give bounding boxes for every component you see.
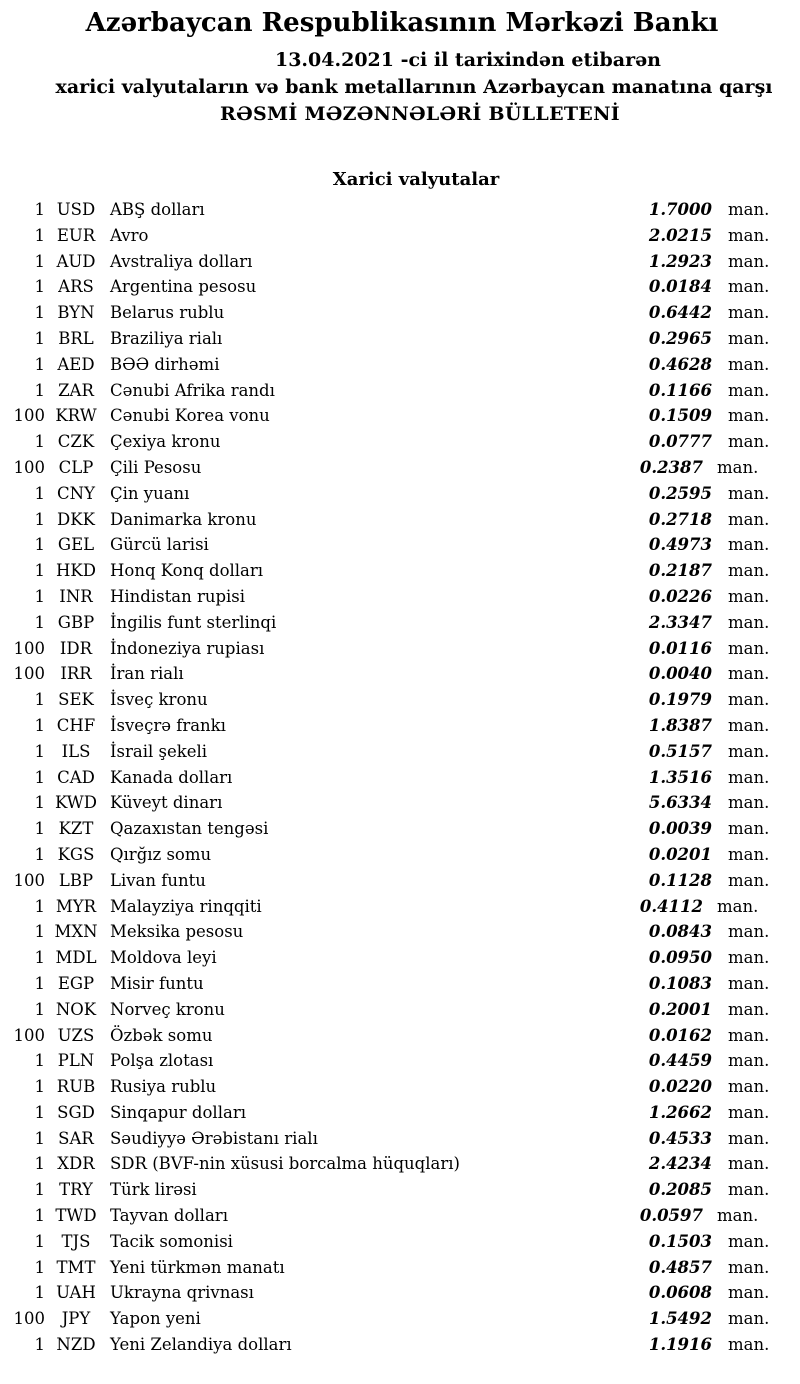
table-row — [0, 352, 800, 378]
table-row — [0, 429, 800, 455]
quantity: 1 — [34, 973, 45, 993]
exchange-rates-table — [0, 197, 800, 1358]
unit-label: man. — [728, 509, 770, 529]
currency-code: UAH — [56, 1283, 96, 1303]
unit-label: man. — [728, 354, 770, 374]
quantity: 1 — [34, 793, 45, 813]
currency-code: CAD — [57, 767, 95, 787]
unit-label: man. — [717, 896, 759, 916]
exchange-rate: 0.1083 — [648, 973, 712, 993]
currency-code: TMT — [56, 1257, 96, 1277]
quantity: 1 — [34, 303, 45, 323]
currency-code: GEL — [57, 535, 95, 555]
quantity: 1 — [34, 277, 45, 297]
currency-name: Tacik somonisi — [110, 1231, 233, 1251]
unit-label: man. — [728, 1128, 770, 1148]
table-row — [0, 274, 800, 300]
unit-label: man. — [728, 432, 770, 452]
table-row — [0, 790, 800, 816]
quantity: 100 — [13, 1309, 45, 1329]
unit-label: man. — [728, 380, 770, 400]
unit-label: man. — [728, 1180, 770, 1200]
quantity: 100 — [13, 638, 45, 658]
currency-code: SEK — [58, 690, 94, 710]
currency-code: TJS — [61, 1231, 91, 1251]
currency-name: Argentina pesosu — [110, 277, 257, 297]
exchange-rate: 0.1509 — [648, 406, 712, 426]
exchange-rate: 0.0608 — [648, 1283, 712, 1303]
exchange-rate: 0.0039 — [648, 819, 712, 839]
exchange-rate: 0.4628 — [648, 354, 712, 374]
currency-name: Malayziya rinqqiti — [110, 896, 262, 916]
table-row — [0, 532, 800, 558]
table-row — [0, 507, 800, 533]
unit-label: man. — [728, 948, 770, 968]
unit-label: man. — [728, 870, 770, 890]
exchange-rate: 0.1503 — [648, 1231, 712, 1251]
table-row — [0, 1023, 800, 1049]
exchange-rate: 0.6442 — [648, 303, 712, 323]
exchange-rate: 1.3516 — [648, 767, 712, 787]
table-row — [0, 919, 800, 945]
unit-label: man. — [728, 819, 770, 839]
quantity: 1 — [34, 432, 45, 452]
currency-name: İsveç kronu — [110, 690, 208, 710]
currency-code: HKD — [56, 561, 96, 581]
unit-label: man. — [728, 999, 770, 1019]
currency-name: Ukrayna qrivnası — [110, 1283, 254, 1303]
unit-label: man. — [728, 586, 770, 606]
unit-label: man. — [728, 973, 770, 993]
currency-code: KWD — [55, 793, 97, 813]
quantity: 1 — [34, 561, 45, 581]
quantity: 1 — [34, 483, 45, 503]
exchange-rate: 0.2387 — [639, 457, 703, 477]
unit-label: man. — [728, 1051, 770, 1071]
currency-code: SAR — [58, 1128, 94, 1148]
currency-code: LBP — [58, 870, 94, 890]
exchange-rate: 0.0843 — [648, 922, 712, 942]
quantity: 1 — [34, 922, 45, 942]
currency-name: Hindistan rupisi — [110, 586, 246, 606]
unit-label: man. — [728, 1077, 770, 1097]
table-row — [0, 1048, 800, 1074]
currency-code: USD — [56, 200, 96, 219]
table-row — [0, 300, 800, 326]
table-row — [0, 894, 800, 920]
currency-code: EGP — [57, 973, 95, 993]
quantity: 1 — [34, 354, 45, 374]
quantity: 1 — [34, 509, 45, 529]
table-row — [0, 558, 800, 584]
exchange-rate: 0.1166 — [648, 380, 712, 400]
quantity: 1 — [34, 1231, 45, 1251]
quantity: 1 — [34, 535, 45, 555]
currency-name: Çili Pesosu — [110, 457, 202, 477]
currency-code: TRY — [59, 1180, 93, 1200]
currency-name: Avstraliya dolları — [110, 251, 253, 271]
currency-name: Misir funtu — [110, 973, 204, 993]
bulletin-title: RƏSMİ MƏZƏNNƏLƏRİ BÜLLETENİ — [220, 103, 620, 125]
table-row — [0, 1229, 800, 1255]
table-row — [0, 1100, 800, 1126]
currency-name: Honq Konq dolları — [110, 561, 264, 581]
exchange-rate: 0.2595 — [648, 483, 712, 503]
table-row — [0, 713, 800, 739]
exchange-rate: 0.4857 — [648, 1257, 712, 1277]
currency-code: KRW — [55, 406, 97, 426]
currency-code: RUB — [56, 1077, 96, 1097]
quantity: 1 — [34, 1077, 45, 1097]
exchange-rate: 0.2718 — [648, 509, 712, 529]
quantity: 100 — [13, 457, 45, 477]
table-row — [0, 842, 800, 868]
unit-label: man. — [728, 328, 770, 348]
quantity: 1 — [34, 380, 45, 400]
currency-name: İsrail şekeli — [110, 741, 208, 761]
currency-code: ARS — [58, 277, 94, 297]
currency-name: Gürcü larisi — [110, 535, 209, 555]
table-row — [0, 868, 800, 894]
exchange-rate: 0.0777 — [648, 432, 712, 452]
currency-name: Özbək somu — [110, 1025, 213, 1045]
table-row — [0, 661, 800, 687]
exchange-rate: 0.4973 — [648, 535, 712, 555]
unit-label: man. — [728, 1154, 770, 1174]
unit-label: man. — [728, 1257, 770, 1277]
table-row — [0, 816, 800, 842]
quantity: 1 — [34, 741, 45, 761]
section-title-foreign-currencies: Xarici valyutalar — [332, 169, 500, 190]
exchange-rate: 2.0215 — [648, 225, 712, 245]
currency-code: KGS — [57, 844, 95, 864]
exchange-rate: 0.0201 — [648, 844, 712, 864]
quantity: 1 — [34, 1102, 45, 1122]
currency-name: Livan funtu — [110, 870, 206, 890]
table-row — [0, 765, 800, 791]
unit-label: man. — [728, 483, 770, 503]
unit-label: man. — [728, 1102, 770, 1122]
currency-code: MDL — [55, 948, 97, 968]
currency-name: Çexiya kronu — [110, 432, 221, 452]
table-row — [0, 1332, 800, 1358]
exchange-rate: 1.1916 — [648, 1335, 712, 1355]
table-row — [0, 584, 800, 610]
currency-code: NOK — [55, 999, 97, 1019]
quantity: 1 — [34, 948, 45, 968]
quantity: 1 — [34, 586, 45, 606]
currency-code: CLP — [58, 457, 94, 477]
currency-name: İngilis funt sterlinqi — [110, 612, 277, 632]
quantity: 1 — [34, 200, 45, 219]
quantity: 1 — [34, 1257, 45, 1277]
table-row — [0, 326, 800, 352]
exchange-rate: 5.6334 — [648, 793, 712, 813]
unit-label: man. — [717, 457, 759, 477]
exchange-rate: 1.8387 — [648, 715, 712, 735]
table-row — [0, 1306, 800, 1332]
quantity: 1 — [34, 999, 45, 1019]
bank-title: Azərbaycan Respublikasının Mərkəzi Bankı — [85, 8, 719, 38]
currency-code: IRR — [60, 664, 92, 684]
currency-name: Cənubi Afrika randı — [110, 380, 275, 400]
currency-name: Qırğız somu — [110, 844, 212, 864]
exchange-rate: 1.5492 — [648, 1309, 712, 1329]
table-row — [0, 481, 800, 507]
currency-name: Norveç kronu — [110, 999, 225, 1019]
unit-label: man. — [728, 664, 770, 684]
currency-code: MYR — [55, 896, 97, 916]
exchange-rate: 0.5157 — [648, 741, 712, 761]
currency-name: BƏƏ dirhəmi — [110, 354, 220, 374]
unit-label: man. — [728, 638, 770, 658]
currency-name: İndoneziya rupiası — [110, 638, 265, 658]
unit-label: man. — [728, 1283, 770, 1303]
table-row — [0, 610, 800, 636]
table-row — [0, 636, 800, 662]
currency-code: NZD — [56, 1335, 96, 1355]
currency-code: UZS — [57, 1025, 95, 1045]
currency-code: CNY — [57, 483, 95, 503]
unit-label: man. — [728, 612, 770, 632]
unit-label: man. — [728, 277, 770, 297]
quantity: 1 — [34, 1128, 45, 1148]
unit-label: man. — [728, 1335, 770, 1355]
quantity: 1 — [34, 251, 45, 271]
unit-label: man. — [728, 793, 770, 813]
unit-label: man. — [728, 767, 770, 787]
table-row — [0, 1203, 800, 1229]
unit-label: man. — [728, 715, 770, 735]
unit-label: man. — [728, 690, 770, 710]
currency-name: Tayvan dolları — [110, 1206, 228, 1226]
scope-line: xarici valyutaların və bank metallarının Azərbaycan manatına qarşı — [55, 76, 773, 98]
currency-code: MXN — [54, 922, 98, 942]
quantity: 1 — [34, 612, 45, 632]
unit-label: man. — [728, 200, 770, 219]
currency-name: İran rialı — [110, 664, 184, 684]
table-row — [0, 971, 800, 997]
exchange-rate: 0.4533 — [648, 1128, 712, 1148]
table-row — [0, 739, 800, 765]
currency-code: JPY — [61, 1309, 91, 1329]
unit-label: man. — [728, 406, 770, 426]
currency-code: ZAR — [58, 380, 94, 400]
exchange-rate: 0.0226 — [648, 586, 712, 606]
exchange-rate: 1.2662 — [648, 1102, 712, 1122]
currency-name: Braziliya rialı — [110, 328, 223, 348]
effective-date-line: 13.04.2021 -ci il tarixindən etibarən — [274, 49, 661, 71]
currency-name: Cənubi Korea vonu — [110, 406, 270, 426]
exchange-rate: 2.4234 — [648, 1154, 712, 1174]
currency-code: ILS — [61, 741, 91, 761]
quantity: 1 — [34, 690, 45, 710]
exchange-rate: 0.0220 — [648, 1077, 712, 1097]
currency-code: AUD — [56, 251, 96, 271]
table-row — [0, 687, 800, 713]
unit-label: man. — [728, 1025, 770, 1045]
exchange-rate: 0.0950 — [648, 948, 712, 968]
exchange-rate: 0.0116 — [648, 638, 712, 658]
currency-name: Moldova leyi — [110, 948, 217, 968]
exchange-rate: 0.2001 — [648, 999, 712, 1019]
table-row — [0, 378, 800, 404]
currency-name: Yeni türkmən manatı — [110, 1257, 285, 1277]
table-row — [0, 223, 800, 249]
currency-name: Kanada dolları — [110, 767, 233, 787]
currency-code: CHF — [56, 715, 96, 735]
table-row — [0, 1151, 800, 1177]
currency-name: Çin yuanı — [110, 483, 190, 503]
exchange-rate: 0.2965 — [648, 328, 712, 348]
exchange-rate: 1.2923 — [648, 251, 712, 271]
currency-name: Türk lirəsi — [110, 1180, 197, 1200]
currency-name: Belarus rublu — [110, 303, 225, 323]
exchange-rate: 0.4459 — [648, 1051, 712, 1071]
table-row — [0, 945, 800, 971]
currency-name: Səudiyyə Ərəbistanı rialı — [110, 1128, 318, 1148]
table-row — [0, 403, 800, 429]
currency-name: Meksika pesosu — [110, 922, 244, 942]
currency-name: Rusiya rublu — [110, 1077, 217, 1097]
quantity: 1 — [34, 819, 45, 839]
quantity: 1 — [34, 844, 45, 864]
table-row — [0, 997, 800, 1023]
table-row — [0, 1126, 800, 1152]
currency-name: Küveyt dinarı — [110, 793, 223, 813]
currency-code: AED — [57, 354, 95, 374]
table-row — [0, 249, 800, 275]
exchange-rate: 2.3347 — [648, 612, 712, 632]
quantity: 1 — [34, 1051, 45, 1071]
currency-code: GBP — [57, 612, 95, 632]
exchange-rate: 0.4112 — [639, 896, 703, 916]
currency-code: EUR — [56, 225, 96, 245]
table-row — [0, 197, 800, 223]
currency-name: İsveçrə frankı — [110, 715, 226, 735]
unit-label: man. — [728, 741, 770, 761]
unit-label: man. — [728, 225, 770, 245]
currency-name: Danimarka kronu — [110, 509, 257, 529]
quantity: 100 — [13, 406, 45, 426]
table-row — [0, 1255, 800, 1281]
unit-label: man. — [717, 1206, 759, 1226]
exchange-rate: 0.0040 — [648, 664, 712, 684]
currency-name: Yapon yeni — [110, 1309, 201, 1329]
exchange-rate: 0.0184 — [648, 277, 712, 297]
currency-code: BYN — [57, 303, 95, 323]
quantity: 1 — [34, 715, 45, 735]
currency-name: Qazaxıstan tengəsi — [110, 819, 269, 839]
unit-label: man. — [728, 844, 770, 864]
table-row — [0, 455, 800, 481]
currency-name: Sinqapur dolları — [110, 1102, 246, 1122]
currency-code: DKK — [57, 509, 95, 529]
quantity: 1 — [34, 1335, 45, 1355]
currency-code: XDR — [57, 1154, 95, 1174]
unit-label: man. — [728, 1309, 770, 1329]
table-row — [0, 1074, 800, 1100]
quantity: 1 — [34, 1206, 45, 1226]
currency-code: SGD — [57, 1102, 95, 1122]
currency-code: PLN — [57, 1051, 95, 1071]
quantity: 1 — [34, 1283, 45, 1303]
table-row — [0, 1280, 800, 1306]
unit-label: man. — [728, 561, 770, 581]
quantity: 1 — [34, 1180, 45, 1200]
currency-name: Polşa zlotası — [110, 1051, 214, 1071]
exchange-rate: 0.2085 — [648, 1180, 712, 1200]
exchange-rate: 0.2187 — [648, 561, 712, 581]
quantity: 1 — [34, 225, 45, 245]
quantity: 1 — [34, 767, 45, 787]
currency-code: TWD — [55, 1206, 97, 1226]
quantity: 1 — [34, 328, 45, 348]
exchange-rate: 0.0162 — [648, 1025, 712, 1045]
unit-label: man. — [728, 251, 770, 271]
unit-label: man. — [728, 303, 770, 323]
currency-code: IDR — [59, 638, 93, 658]
currency-name: ABŞ dolları — [110, 200, 205, 219]
quantity: 100 — [13, 870, 45, 890]
quantity: 100 — [13, 664, 45, 684]
unit-label: man. — [728, 1231, 770, 1251]
unit-label: man. — [728, 922, 770, 942]
currency-name: Avro — [110, 225, 149, 245]
quantity: 100 — [13, 1025, 45, 1045]
currency-code: KZT — [58, 819, 94, 839]
quantity: 1 — [34, 896, 45, 916]
exchange-rate: 0.1128 — [648, 870, 712, 890]
currency-code: CZK — [57, 432, 95, 452]
currency-code: INR — [59, 586, 93, 606]
exchange-rate: 0.1979 — [648, 690, 712, 710]
currency-name: Yeni Zelandiya dolları — [110, 1335, 292, 1355]
exchange-rate: 0.0597 — [639, 1206, 703, 1226]
unit-label: man. — [728, 535, 770, 555]
table-row — [0, 1177, 800, 1203]
currency-name: SDR (BVF-nin xüsusi borcalma hüquqları) — [110, 1154, 460, 1174]
exchange-rate: 1.7000 — [648, 200, 712, 219]
currency-code: BRL — [58, 328, 94, 348]
quantity: 1 — [34, 1154, 45, 1174]
